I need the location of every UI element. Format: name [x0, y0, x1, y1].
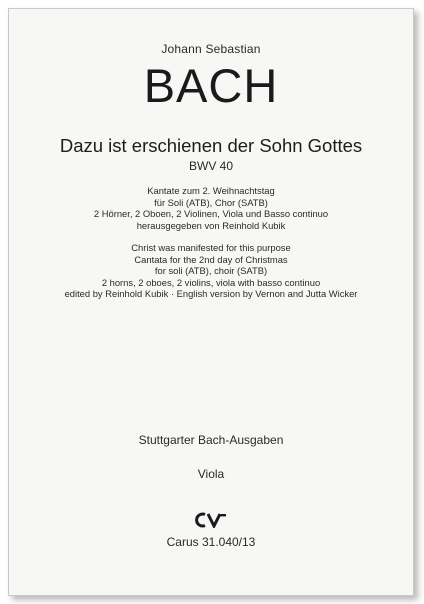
work-title: Dazu ist erschienen der Sohn Gottes: [59, 135, 363, 156]
german-line: 2 Hörner, 2 Oboen, 2 Violinen, Viola und Basso continuo: [93, 208, 329, 220]
composer-first-names: Johann Sebastian: [161, 42, 261, 56]
series-name: Stuttgarter Bach-Ausgaben: [138, 433, 284, 447]
german-line: herausgegeben von Reinhold Kubik: [136, 219, 286, 231]
edition-number: Carus 31.040/13: [166, 535, 256, 549]
english-description: [9, 242, 413, 300]
english-line: 2 horns, 2 oboes, 2 violins, viola with basso continuo: [101, 276, 321, 288]
english-line: edited by Reinhold Kubik · English version by Vernon and Jutta Wicker: [64, 288, 358, 300]
german-line: Kantate zum 2. Weihnachtstag: [147, 185, 275, 196]
german-description: [9, 185, 413, 231]
german-line: für Soli (ATB), Chor (SATB): [154, 196, 268, 208]
instrument-part: Viola: [197, 467, 225, 481]
carus-cv-logo-icon: [195, 512, 227, 528]
english-line: for soli (ATB), choir (SATB): [154, 265, 268, 277]
english-line: Christ was manifested for this purpose: [131, 242, 291, 253]
english-line: Cantata for the 2nd day of Christmas: [134, 253, 288, 265]
score-cover: [8, 8, 414, 596]
catalog-number: BWV 40: [188, 159, 233, 173]
composer-last-name: BACH: [143, 59, 279, 112]
